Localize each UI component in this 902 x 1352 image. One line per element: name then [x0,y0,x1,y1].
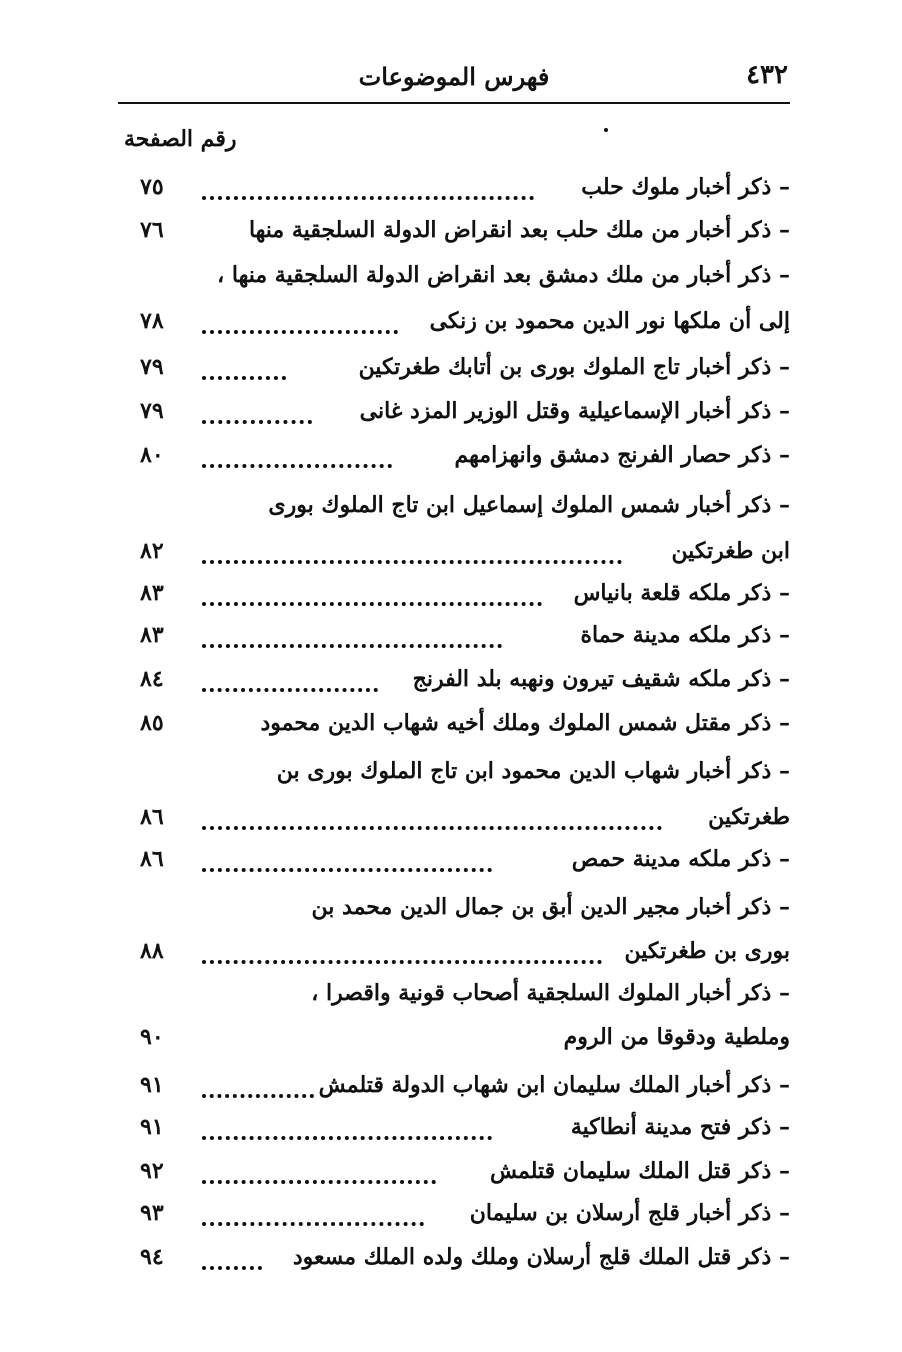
leader-dots [202,1216,424,1226]
leader-dots [202,1088,314,1098]
leader-dots [202,954,602,964]
toc-entry-title: – ذكر أخبار تاج الملوك بورى بن أتابك طغرتكين [358,354,790,380]
toc-entry-page: ٨٦ [140,846,164,872]
toc-entry [140,840,790,880]
toc-entry-page: ٧٨ [140,308,164,334]
toc-entry-page: ٨٠ [140,442,164,468]
page-number-column-heading: رقم الصفحة [124,126,237,152]
toc-entry [140,1108,790,1148]
toc-entry [140,1018,790,1058]
toc-entry-title: – ذكر أخبار ملوك حلب [581,174,790,200]
toc-entry-title: – ذكر أخبار شهاب الدين محمود ابن تاج الملوك بورى بن [276,758,790,784]
toc-entry-page: ٨٣ [140,580,164,606]
toc-entry-title: – ذكر أخبار الإسماعيلية وقتل الوزير المزد غانى [359,398,790,424]
toc-entry [140,1066,790,1106]
toc-entry [140,660,790,700]
toc-entry-page: ٧٩ [140,354,164,380]
toc-entry-title: – ذكر أخبار من ملك دمشق بعد انقراض الدولة السلجقية منها ، [217,262,790,288]
toc-entry-title: وملطية ودقوقا من الروم [563,1024,790,1050]
toc-entry [140,1152,790,1192]
leader-dots [202,1260,262,1270]
toc-entry-title: – ذكر أخبار الملوك السلجقية أصحاب قونية واقصرا ، [311,980,790,1006]
toc-entry [140,798,790,838]
toc-entry-title: – ذكر قتل الملك سليمان قتلمش [489,1158,790,1184]
toc-entry-title: – ذكر أخبار مجير الدين أبق بن جمال الدين محمد بن [311,894,790,920]
toc-entry [140,302,790,342]
toc-entry-title: – ذكر ملكه شقيف تيرون ونهبه بلد الفرنج [412,666,790,692]
leader-dots [202,414,312,424]
toc-entry-page: ٨٢ [140,538,164,564]
leader-dots [202,554,622,564]
toc-entry-page: ٩١ [140,1114,164,1140]
toc-entry-title: ابن طغرتكين [671,538,790,564]
toc-entry-title: بورى بن طغرتكين [624,938,790,964]
toc-entry-page: ٩١ [140,1072,164,1098]
toc-entry [140,486,790,526]
toc-entry [140,348,790,388]
toc-entry [140,616,790,656]
toc-entry-page: ٧٩ [140,398,164,424]
toc-entry [140,168,790,208]
toc-entry-title: – ذكر حصار الفرنج دمشق وانهزامهم [454,442,790,468]
toc-entry-title: – ذكر أخبار قلج أرسلان بن سليمان [469,1200,790,1226]
toc-entry-title: – ذكر ملكه مدينة حماة [580,622,790,648]
toc-entry-title: – ذكر أخبار من ملك حلب بعد انقراض الدولة السلجقية منها [248,217,790,243]
toc-entry-page: ٨٤ [140,666,164,692]
toc-entry [140,256,790,296]
toc-entry-title: طغرتكين [708,804,790,830]
toc-entry-page: ٨٦ [140,804,164,830]
toc-entry-title: – ذكر مقتل شمس الملوك وملك أخيه شهاب الدين محمود [260,710,790,736]
leader-dots [202,1174,436,1184]
toc-entry-page: ٩٣ [140,1200,164,1226]
toc-entry-title: – ذكر أخبار شمس الملوك إسماعيل ابن تاج الملوك بورى [268,492,790,518]
leader-dots [202,638,502,648]
toc-entry [140,704,790,744]
leader-dots [202,820,662,830]
toc-entry-page: ٨٥ [140,710,164,736]
toc-entry-page: ٨٣ [140,622,164,648]
toc-entry-title: – ذكر ملكه مدينة حمص [571,846,790,872]
toc-entry [140,888,790,928]
toc-entry-page: ٧٥ [140,174,164,200]
toc-entry [140,1238,790,1278]
toc-entry-page: ٨٨ [140,938,164,964]
toc-entry [140,211,790,251]
toc-entry [140,392,790,432]
leader-dots [202,1130,492,1140]
toc-entry-title: – ذكر قتل الملك قلج أرسلان وملك ولده الملك مسعود [292,1244,790,1270]
toc-entry-page: ٩٤ [140,1244,164,1270]
toc-entry-page: ٩٢ [140,1158,164,1184]
toc-entry [140,974,790,1014]
running-title: فهرس الموضوعات [358,62,550,91]
toc-entry-title: إلى أن ملكها نور الدين محمود بن زنكى [429,308,790,334]
leader-dots [202,682,378,692]
toc-entry-title: – ذكر ملكه قلعة بانياس [573,580,790,606]
leader-dots [202,458,392,468]
toc-entry [140,436,790,476]
page-number: ٤٣٢ [746,60,788,90]
toc-entry [140,932,790,972]
leader-dots [202,190,534,200]
toc-entry-page: ٧٦ [140,217,164,243]
leader-dots [202,596,542,606]
toc-entry-title: – ذكر فتح مدينة أنطاكية [570,1114,790,1140]
toc-entry [140,574,790,614]
toc-entry [140,532,790,572]
toc-entry-title: – ذكر أخبار الملك سليمان ابن شهاب الدولة قتلمش [318,1072,790,1098]
leader-dots [202,324,398,334]
toc-entry [140,752,790,792]
leader-dots [202,370,286,380]
leader-dots [202,862,492,872]
toc-entry-page: ٩٠ [140,1024,164,1050]
toc-entry [140,1194,790,1234]
